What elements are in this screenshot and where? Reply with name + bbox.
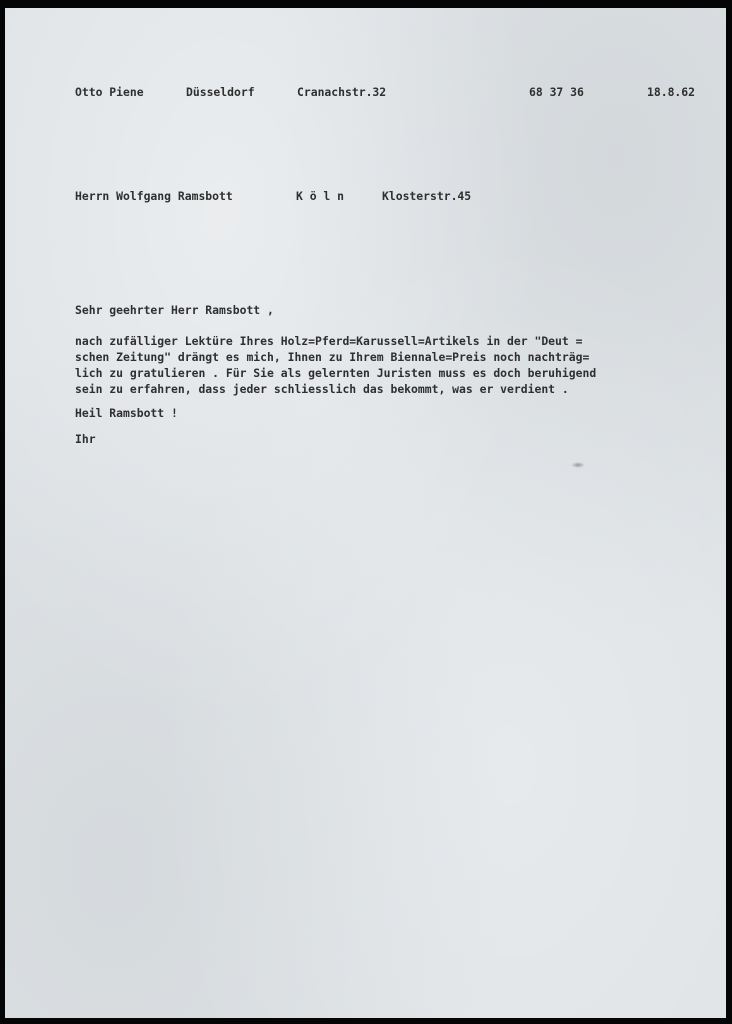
salutation: Sehr geehrter Herr Ramsbott , xyxy=(75,303,274,317)
body-line: schen Zeitung" drängt es mich, Ihnen zu Ihrem Biennale=Preis noch nachträg= xyxy=(75,350,590,364)
body-line: lich zu gratulieren . Für Sie als gelernten Juristen muss es doch beruhigend xyxy=(75,366,597,380)
recipient-street: Klosterstr.45 xyxy=(382,189,472,203)
letter-date: 18.8.62 xyxy=(647,85,696,99)
body-line: nach zufälliger Lektüre Ihres Holz=Pferd=Karussell=Artikels in der "Deut = xyxy=(75,334,583,348)
signoff: Ihr xyxy=(75,432,96,446)
sender-city: Düsseldorf xyxy=(186,85,255,99)
recipient-city: K ö l n xyxy=(296,189,345,203)
body-line: sein zu erfahren, dass jeder schliesslich das bekommt, was er verdient . xyxy=(75,382,569,396)
sender-name: Otto Piene xyxy=(75,85,144,99)
closing: Heil Ramsbott ! xyxy=(75,406,178,420)
recipient-name: Herrn Wolfgang Ramsbott xyxy=(75,189,233,203)
letter-page xyxy=(5,8,726,1018)
sender-street: Cranachstr.32 xyxy=(297,85,387,99)
ink-smudge xyxy=(571,462,585,468)
sender-phone: 68 37 36 xyxy=(529,85,584,99)
